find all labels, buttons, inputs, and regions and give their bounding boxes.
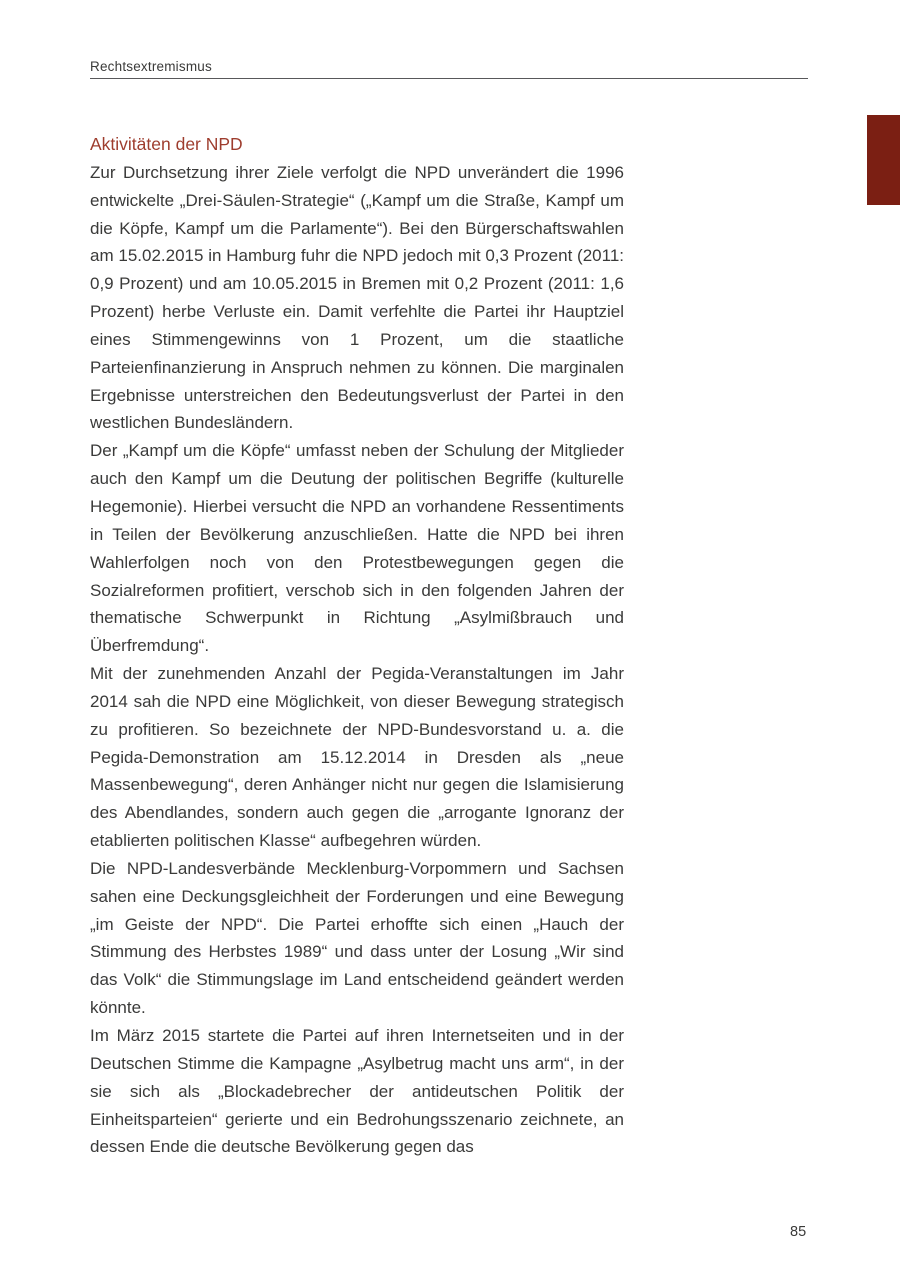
paragraph-2: Der „Kampf um die Köpfe“ umfasst neben der Schulung der Mitglieder auch den Kampf um die Deutung der politischen Begriffe (kulturelle Hegemonie). Hierbei versucht die NPD an vorhandene Ressentiments in Teilen der Bevölkerung anzuschließen. Hatte die NPD bei ihren Wahlerfolgen noch von den Protestbewegungen gegen die Sozialreformen profitiert, verschob sich in den folgenden Jahren der thematische Schwerpunkt in Richtung „Asylmißbrauch und Überfremdung“. — [90, 441, 624, 656]
header-rule — [90, 78, 808, 79]
paragraph-3: Mit der zunehmenden Anzahl der Pegida-Veranstaltungen im Jahr 2014 sah die NPD eine Möglichkeit, von dieser Bewegung strategisch zu profitieren. So bezeichnete der NPD-Bundesvorstand u. a. die Pegida-Demonstration am 15.12.2014 in Dresden als „neue Massenbewegung“, deren Anhänger nicht nur gegen die Islamisierung des Abendlandes, sondern auch gegen die „arrogante Ignoranz der etablierten politischen Klasse“ aufbegehren würden. — [90, 664, 624, 851]
chapter-edge-tab — [867, 115, 900, 205]
paragraph-4: Die NPD-Landesverbände Mecklenburg-Vorpommern und Sachsen sahen eine Deckungsgleichheit der Forderungen und eine Bewegung „im Geiste der NPD“. Die Partei erhoffte sich einen „Hauch der Stimmung des Herbstes 1989“ und dass unter der Losung „Wir sind das Volk“ die Stimmungslage im Land entscheidend geändert werden könnte. — [90, 858, 624, 1018]
paragraph-5: Im März 2015 startete die Partei auf ihren Internetseiten und in der Deutschen Stimme die Kampagne „Asylbetrug macht uns arm“, in der sie sich als „Blockadebrecher der antideutschen Politik der Einheitsparteien“ gerierte und ein Bedrohungsszenario zeichnete, an dessen Ende die deutsche Bevölkerung gegen das — [90, 1026, 624, 1157]
section-heading: Aktivitäten der NPD — [90, 134, 243, 154]
page-content — [90, 131, 624, 1161]
paragraph-1: Zur Durchsetzung ihrer Ziele verfolgt die NPD unverändert die 1996 entwickelte „Drei-Säulen-Strategie“ („Kampf um die Straße, Kampf um die Köpfe, Kampf um die Parlamente“). Bei den Bürgerschaftswahlen am 15.02.2015 in Hamburg fuhr die NPD jedoch mit 0,3 Prozent (2011: 0,9 Prozent) und am 10.05.2015 in Bremen mit 0,2 Prozent (2011: 1,6 Prozent) herbe Verluste ein. Damit verfehlte die Partei ihr Hauptziel eines Stimmengewinns von 1 Prozent, um die staatliche Parteienfinanzierung in Anspruch nehmen zu können. Die marginalen Ergebnisse unterstreichen den Bedeutungsverlust der Partei in den westlichen Bundesländern. — [90, 162, 624, 433]
page-number: 85 — [790, 1224, 807, 1240]
running-header: Rechtsextremismus — [90, 59, 212, 74]
